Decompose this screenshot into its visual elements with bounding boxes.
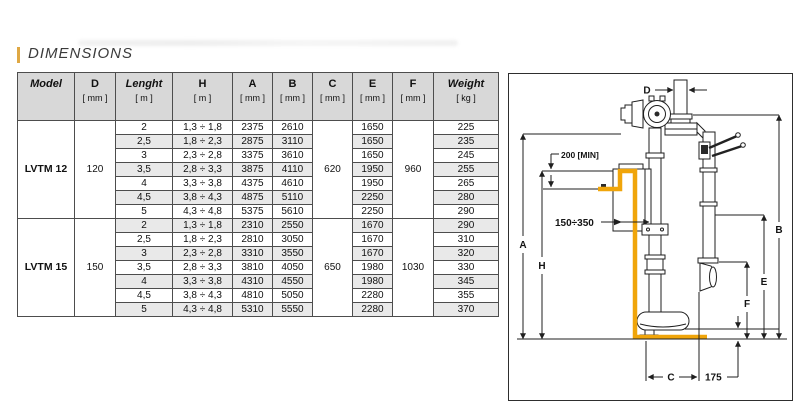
d-value-cell: 120	[75, 121, 116, 219]
c-value-cell: 650	[313, 219, 353, 317]
table-cell: 2250	[353, 191, 393, 205]
table-cell: 4375	[233, 177, 273, 191]
label-floor-offset: 175	[705, 372, 722, 384]
column-header-h: H [ m ]	[173, 73, 233, 121]
label-h-dimension: H	[538, 261, 546, 272]
table-cell: 2,8 ÷ 3,3	[173, 261, 233, 275]
table-cell: 1,3 ÷ 1,8	[173, 219, 233, 233]
table-cell: 1,8 ÷ 2,3	[173, 233, 233, 247]
table-cell: 4875	[233, 191, 273, 205]
scan-artifact	[78, 40, 458, 46]
label-f-dimension: F	[743, 299, 751, 310]
table-cell: 1670	[353, 233, 393, 247]
table-cell: 330	[434, 261, 499, 275]
table-cell: 2550	[273, 219, 313, 233]
pump-diagram-svg	[509, 74, 792, 400]
table-cell: 2250	[353, 205, 393, 219]
model-cell: LVTM 15	[18, 219, 75, 317]
label-a-dimension: A	[519, 240, 527, 251]
column-header-model: Model	[18, 73, 75, 121]
table-cell: 2,3 ÷ 2,8	[173, 247, 233, 261]
column-header-c: C [ mm ]	[313, 73, 353, 121]
table-cell: 2875	[233, 135, 273, 149]
table-cell: 3375	[233, 149, 273, 163]
table-cell: 4,5	[116, 289, 173, 303]
table-cell: 280	[434, 191, 499, 205]
table-cell: 2,5	[116, 233, 173, 247]
table-cell: 2	[116, 219, 173, 233]
table-cell: 5	[116, 303, 173, 317]
column-header-f: F [ mm ]	[393, 73, 434, 121]
table-cell: 1650	[353, 149, 393, 163]
table-cell: 290	[434, 219, 499, 233]
table-cell: 2810	[233, 233, 273, 247]
table-cell: 235	[434, 135, 499, 149]
table-cell: 3,8 ÷ 4,3	[173, 191, 233, 205]
column-header-weight: Weight [ kg ]	[434, 73, 499, 121]
table-cell: 370	[434, 303, 499, 317]
table-cell: 1,3 ÷ 1,8	[173, 121, 233, 135]
label-min-clearance: 200 [MIN]	[561, 150, 599, 160]
table-cell: 3,5	[116, 261, 173, 275]
table-cell: 5375	[233, 205, 273, 219]
table-cell: 3875	[233, 163, 273, 177]
table-cell: 320	[434, 247, 499, 261]
table-cell: 4,3 ÷ 4,8	[173, 303, 233, 317]
table-cell: 3,3 ÷ 3,8	[173, 275, 233, 289]
label-e-dimension: E	[760, 277, 768, 288]
table-cell: 1650	[353, 121, 393, 135]
table-cell: 2,3 ÷ 2,8	[173, 149, 233, 163]
table-cell: 2375	[233, 121, 273, 135]
table-cell: 345	[434, 275, 499, 289]
table-cell: 2610	[273, 121, 313, 135]
table-row	[18, 121, 499, 135]
table-cell: 4,5	[116, 191, 173, 205]
table-cell: 3,3 ÷ 3,8	[173, 177, 233, 191]
discharge-pipe-top	[674, 80, 687, 114]
column-header-d: D [ mm ]	[75, 73, 116, 121]
table-cell: 3,8 ÷ 4,3	[173, 289, 233, 303]
table-cell: 4810	[233, 289, 273, 303]
table-cell: 4610	[273, 177, 313, 191]
column-header-a: A [ mm ]	[233, 73, 273, 121]
table-cell: 1670	[353, 247, 393, 261]
table-cell: 1980	[353, 275, 393, 289]
table-cell: 1,8 ÷ 2,3	[173, 135, 233, 149]
table-cell: 4,3 ÷ 4,8	[173, 205, 233, 219]
table-row	[18, 219, 499, 233]
label-wall-to-pipe: 150÷350	[555, 218, 594, 229]
table-cell: 4050	[273, 261, 313, 275]
table-cell: 3	[116, 149, 173, 163]
d-value-cell: 150	[75, 219, 116, 317]
f-value-cell: 960	[393, 121, 434, 219]
label-c-dimension: C	[667, 372, 675, 384]
table-cell: 5310	[233, 303, 273, 317]
table-cell: 4	[116, 177, 173, 191]
table-cell: 3	[116, 247, 173, 261]
table-header-row	[18, 73, 499, 121]
table-cell: 5610	[273, 205, 313, 219]
table-cell: 4550	[273, 275, 313, 289]
table-cell: 3810	[233, 261, 273, 275]
valve-handle	[712, 146, 742, 156]
table-cell: 2	[116, 121, 173, 135]
table-cell: 1980	[353, 261, 393, 275]
table-cell: 3050	[273, 233, 313, 247]
table-cell: 2280	[353, 289, 393, 303]
table-cell: 2,8 ÷ 3,3	[173, 163, 233, 177]
c-value-cell: 620	[313, 121, 353, 219]
coupling	[647, 259, 663, 270]
table-cell: 1650	[353, 135, 393, 149]
column-header-b: B [ mm ]	[273, 73, 313, 121]
table-cell: 3610	[273, 149, 313, 163]
pump-drawing	[601, 80, 745, 338]
model-cell: LVTM 12	[18, 121, 75, 219]
page-title: DIMENSIONS	[28, 45, 134, 62]
table-cell: 1950	[353, 163, 393, 177]
table-cell: 5550	[273, 303, 313, 317]
pump-installation-diagram	[508, 73, 793, 401]
table-cell: 2280	[353, 303, 393, 317]
column-header-length: Lenght [ m ]	[116, 73, 173, 121]
table-cell: 1950	[353, 177, 393, 191]
table-cell: 5050	[273, 289, 313, 303]
table-cell: 265	[434, 177, 499, 191]
dimensions-table-wrap	[17, 72, 499, 317]
table-cell: 2,5	[116, 135, 173, 149]
table-cell: 225	[434, 121, 499, 135]
table-cell: 290	[434, 205, 499, 219]
table-cell: 5	[116, 205, 173, 219]
table-cell: 3310	[233, 247, 273, 261]
table-cell: 1670	[353, 219, 393, 233]
table-cell: 2310	[233, 219, 273, 233]
column-header-e: E [ mm ]	[353, 73, 393, 121]
table-cell: 310	[434, 233, 499, 247]
f-value-cell: 1030	[393, 219, 434, 317]
table-cell: 245	[434, 149, 499, 163]
table-cell: 355	[434, 289, 499, 303]
table-cell: 3,5	[116, 163, 173, 177]
table-cell: 4	[116, 275, 173, 289]
title-accent-bar	[17, 47, 20, 63]
table-cell: 3110	[273, 135, 313, 149]
table-cell: 5110	[273, 191, 313, 205]
table-cell: 3550	[273, 247, 313, 261]
label-d-dimension: D	[643, 85, 651, 97]
dimensions-table	[17, 72, 499, 317]
table-cell: 4110	[273, 163, 313, 177]
label-b-dimension: B	[775, 225, 783, 236]
table-cell: 4310	[233, 275, 273, 289]
table-cell: 255	[434, 163, 499, 177]
pipe-clamp	[642, 224, 668, 235]
